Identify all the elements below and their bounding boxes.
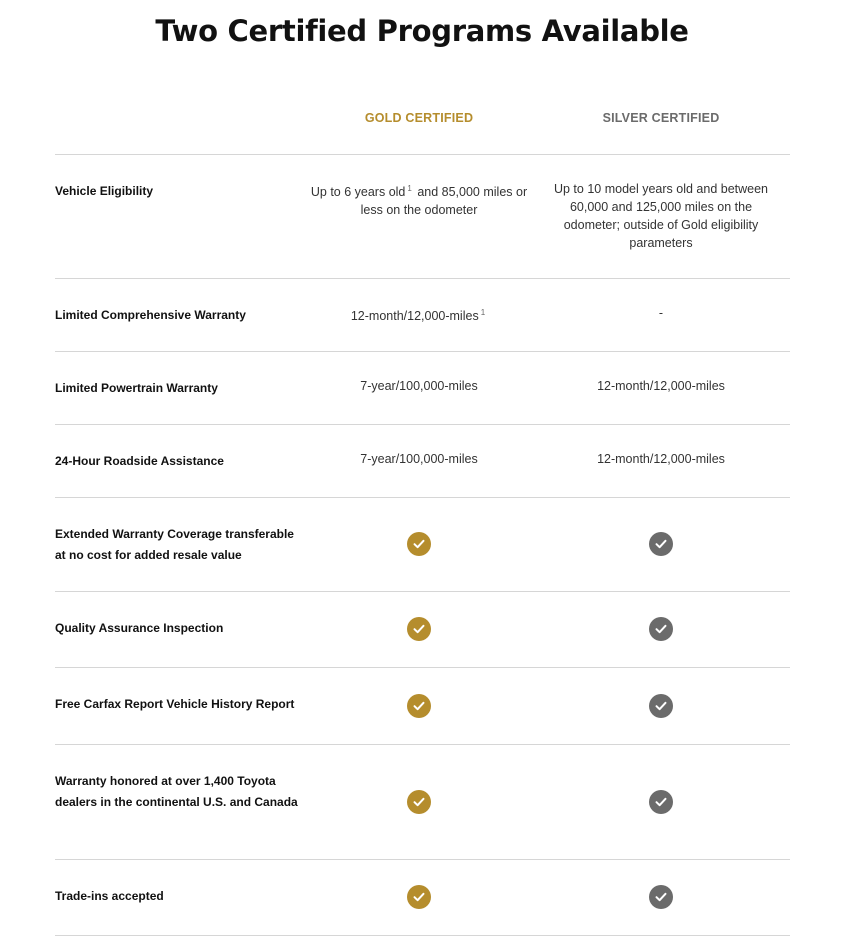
row-label: Extended Warranty Coverage transferable at no cost for added resale value — [55, 527, 294, 562]
table-row-vehicle-eligibility — [55, 155, 790, 278]
table-row-quality-assurance — [55, 592, 790, 667]
gold-certified-header: GOLD CERTIFIED — [364, 111, 474, 125]
table-row-warranty-honored — [55, 745, 790, 859]
silver-cell: 12-month/12,000-miles — [597, 379, 725, 393]
gold-cell-text: Up to 6 years old — [310, 185, 406, 199]
page-title: Two Certified Programs Available — [155, 14, 689, 48]
check-circle-icon — [407, 532, 431, 556]
silver-cell: Up to 10 model years old and between 60,000 and 125,000 miles on the odometer; outside of Gold eligibility parameters — [553, 182, 769, 250]
check-circle-icon — [649, 694, 673, 718]
table-row-extended-warranty — [55, 498, 790, 591]
silver-certified-header: SILVER CERTIFIED — [602, 111, 720, 125]
silver-cell: - — [658, 306, 664, 320]
gold-cell-text-continued: and 85,000 miles or less on the odometer — [360, 185, 528, 217]
check-circle-icon — [407, 617, 431, 641]
check-circle-icon — [649, 532, 673, 556]
row-label: Trade-ins accepted — [55, 889, 164, 903]
table-row-carfax-report — [55, 668, 790, 744]
gold-cell — [299, 180, 539, 219]
gold-cell-text: 12-month/12,000-miles — [350, 309, 479, 323]
table-row-limited-powertrain-warranty — [55, 352, 790, 424]
gold-cell: 7-year/100,000-miles — [360, 452, 478, 466]
check-circle-icon — [649, 790, 673, 814]
silver-cell: 12-month/12,000-miles — [597, 452, 725, 466]
row-label: Limited Powertrain Warranty — [55, 381, 218, 395]
row-label: Quality Assurance Inspection — [55, 621, 224, 635]
gold-cell — [299, 304, 539, 325]
divider — [55, 935, 790, 936]
row-label: Warranty honored at over 1,400 Toyota dealers in the continental U.S. and Canada — [55, 774, 298, 809]
footnote-marker: 1 — [407, 184, 412, 193]
table-row-limited-comprehensive-warranty — [55, 279, 790, 351]
check-circle-icon — [649, 617, 673, 641]
gold-cell: 7-year/100,000-miles — [360, 379, 478, 393]
check-circle-icon — [407, 885, 431, 909]
table-row-trade-ins — [55, 860, 790, 936]
row-label: 24-Hour Roadside Assistance — [55, 454, 224, 468]
check-circle-icon — [407, 790, 431, 814]
table-row-roadside-assistance — [55, 425, 790, 497]
footnote-marker: 1 — [480, 308, 486, 317]
check-circle-icon — [649, 885, 673, 909]
row-label: Limited Comprehensive Warranty — [55, 308, 246, 322]
row-label: Free Carfax Report Vehicle History Report — [55, 697, 295, 711]
row-label: Vehicle Eligibility — [55, 184, 154, 198]
check-circle-icon — [407, 694, 431, 718]
